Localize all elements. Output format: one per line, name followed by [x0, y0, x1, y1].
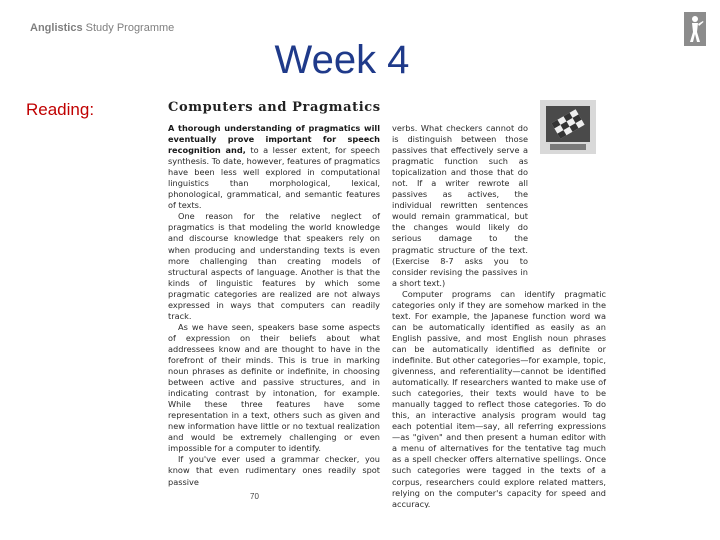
page-number: 70	[250, 492, 259, 501]
university-logo-icon	[684, 12, 706, 46]
scanned-textbook-page	[160, 96, 620, 508]
scan-heading: Computers and Pragmatics	[168, 100, 381, 115]
text-column-right	[392, 123, 606, 508]
programme-label-bold: Anglistics	[30, 22, 83, 34]
programme-label-rest: Study Programme	[85, 22, 175, 34]
paragraph: verbs. What checkers cannot do is distinguish between those passives that effectively serve a pragmatic function such as topicalization and those that do not. If a writer rewrote all passives as actives, the individual rewritten sentences would remain grammatical, but the changes would likely do serious damage to the pragmatic structure of the text. (Exercise 8-7 asks you to consider revising the passives in a short text.)	[392, 123, 528, 288]
paragraph: Computer programs can identify pragmatic categories only if they are somehow marked in the text. For example, the Japanese function word wa can be automatically identified as easily as an English passive, and most English noun phrases can be automatically identified as definite or indefinite. But other categories—for example, topic, givenness, and referentiality—cannot be identified automatically. If researchers wanted to make use of such categories, their texts would have to be manually tagged to reflect those categories. To do this, an interactive analysis program would tag each potential item—say, all referring expressions—as "given" and then present a human editor with a menu of alternatives for the tentative tag much as a spell checker offers alternative spellings. Once such categories were tagged in the texts of a corpus, researchers could explore related matters, relying on the computer's capacity for speed and accuracy.	[392, 288, 606, 508]
paragraph: One reason for the relative neglect of pragmatics is that modeling the world knowledge and discourse knowledge that speakers rely on when producing and understanding texts is even more challenging than creating models of structural aspects of language. Another is that the kinds of linguistic features by which some pragmatic categories are realized are not always expressed in ways that computers can readily track.	[168, 211, 380, 321]
text-column-left	[168, 123, 380, 488]
paragraph: A thorough understanding of pragmatics will eventually prove important for speech recognition and, to a lesser extent, for speech synthesis. To date, however, features of pragmatics have been less well explored in computational linguistics than morphological, lexical, phonological, grammatical, and semantic features of texts.	[168, 123, 380, 211]
reading-label: Reading:	[26, 100, 95, 119]
paragraph: As we have seen, speakers base some aspects of expression on their beliefs about what addressees know and are thought to have in the forefront of their minds. This is true in marking noun phrases as definite or indefinite, in choosing between active and passive structures, and in indicating contrast by intonation, for example. While these three features have some representation in a text, others such as given and new information have little or no textual realization and would be extremely challenging or even impossible for a computer to identify.	[168, 321, 380, 454]
programme-label	[30, 22, 174, 34]
paragraph: If you've ever used a grammar checker, you know that even rudimentary ones readily spot passive	[168, 454, 380, 487]
page-title: Week 4	[274, 38, 410, 82]
